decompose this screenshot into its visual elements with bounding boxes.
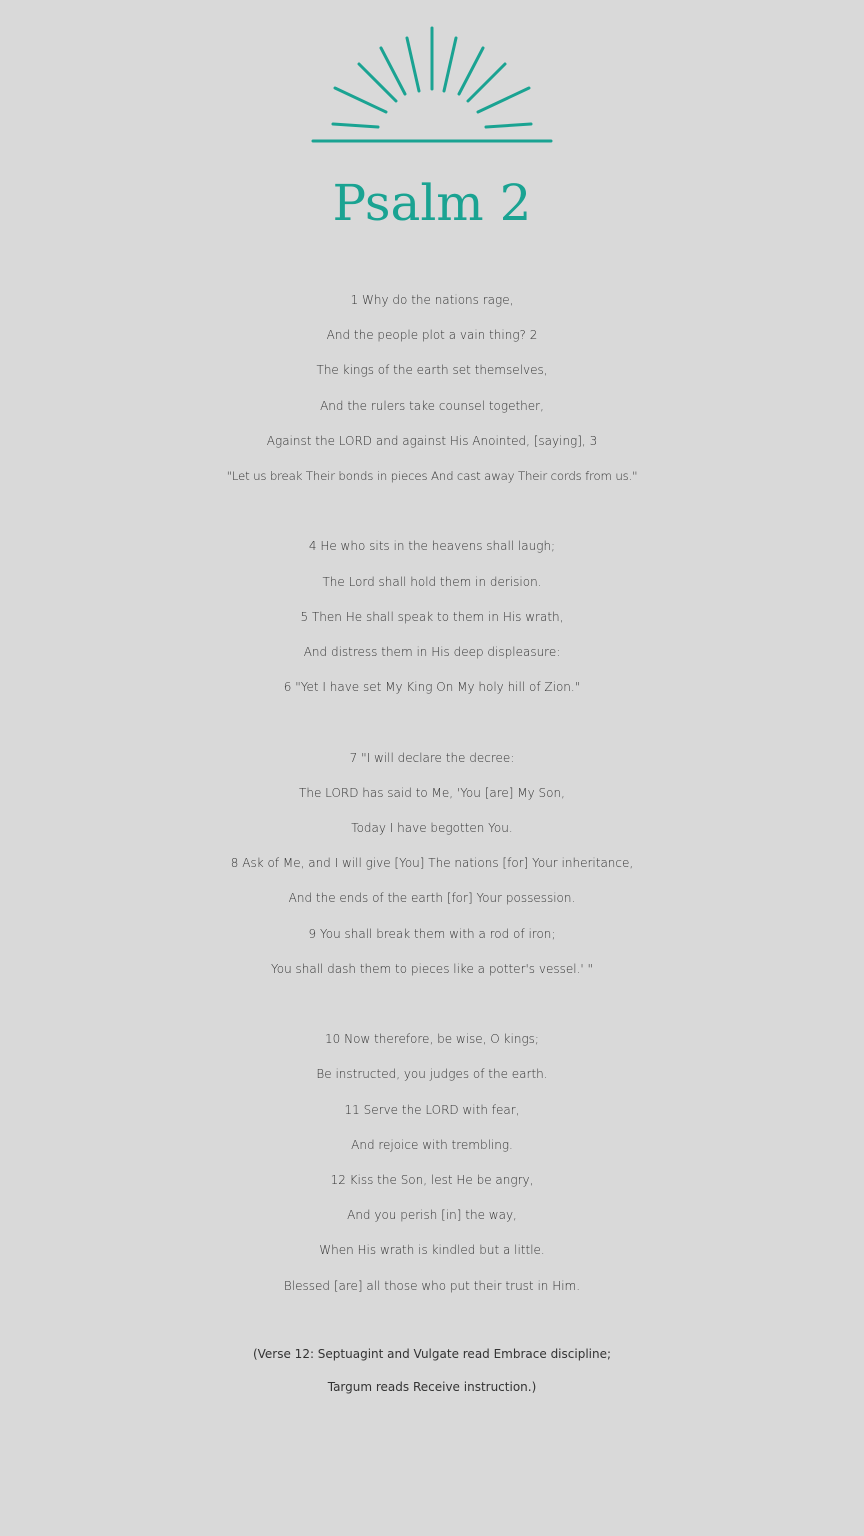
- sunburst-icon: [0, 0, 864, 160]
- verse-line: "Let us break Their bonds in pieces And cast away Their cords from us.": [226, 469, 638, 484]
- footnote-line: (Verse 12: Septuagint and Vulgate read Embrace discipline;: [252, 1347, 612, 1361]
- verse-line: 4 He who sits in the heavens shall laugh;: [308, 539, 556, 554]
- verse-line: Against the LORD and against His Anointed, [saying], 3: [266, 433, 598, 448]
- verse-line: And the ends of the earth [for] Your possession.: [288, 891, 576, 906]
- stanza: [0, 1022, 864, 1304]
- verse-line: 8 Ask of Me, and I will give [You] The nations [for] Your inheritance,: [230, 856, 634, 871]
- verse-line: 10 Now therefore, be wise, O kings;: [325, 1032, 539, 1047]
- verse-line: And the rulers take counsel together,: [320, 398, 544, 413]
- verse-line: And the people plot a vain thing? 2: [326, 328, 538, 343]
- stanza-gap: [0, 987, 864, 1022]
- verse-line: 1 Why do the nations rage,: [350, 293, 514, 307]
- page-title: Psalm 2: [332, 174, 532, 232]
- stanza-gap: [0, 494, 864, 529]
- verse-line: The LORD has said to Me, 'You [are] My Son,: [299, 785, 565, 800]
- footnote: [0, 1338, 864, 1404]
- verse-line: Blessed [are] all those who put their trust in Him.: [283, 1278, 581, 1293]
- verse-line: 6 "Yet I have set My King On My holy hill of Zion.": [283, 680, 581, 695]
- verse-line: And rejoice with trembling.: [351, 1137, 513, 1152]
- stanza-gap: [0, 705, 864, 740]
- stanza: [0, 529, 864, 705]
- verse-line: And you perish [in] the way,: [347, 1208, 517, 1223]
- stanza: [0, 283, 864, 494]
- verse-line: Today I have begotten You.: [351, 821, 513, 836]
- verse-line: 7 "I will declare the decree:: [349, 750, 515, 765]
- verse-line: When His wrath is kindled but a little.: [319, 1243, 545, 1258]
- verse-line: 5 Then He shall speak to them in His wrath,: [300, 609, 564, 624]
- verse-line: And distress them in His deep displeasure:: [303, 645, 561, 660]
- stanza: [0, 741, 864, 987]
- psalm-text: [0, 283, 864, 1304]
- verse-line: The Lord shall hold them in derision.: [322, 574, 542, 589]
- verse-line: The kings of the earth set themselves,: [316, 363, 548, 378]
- verse-line: 12 Kiss the Son, lest He be angry,: [330, 1173, 534, 1188]
- footnote-line: Targum reads Receive instruction.): [327, 1380, 537, 1394]
- verse-line: Be instructed, you judges of the earth.: [316, 1067, 548, 1082]
- verse-line: You shall dash them to pieces like a potter's vessel.' ": [270, 961, 594, 976]
- verse-line: 9 You shall break them with a rod of iron;: [308, 926, 556, 941]
- verse-line: 11 Serve the LORD with fear,: [344, 1102, 520, 1117]
